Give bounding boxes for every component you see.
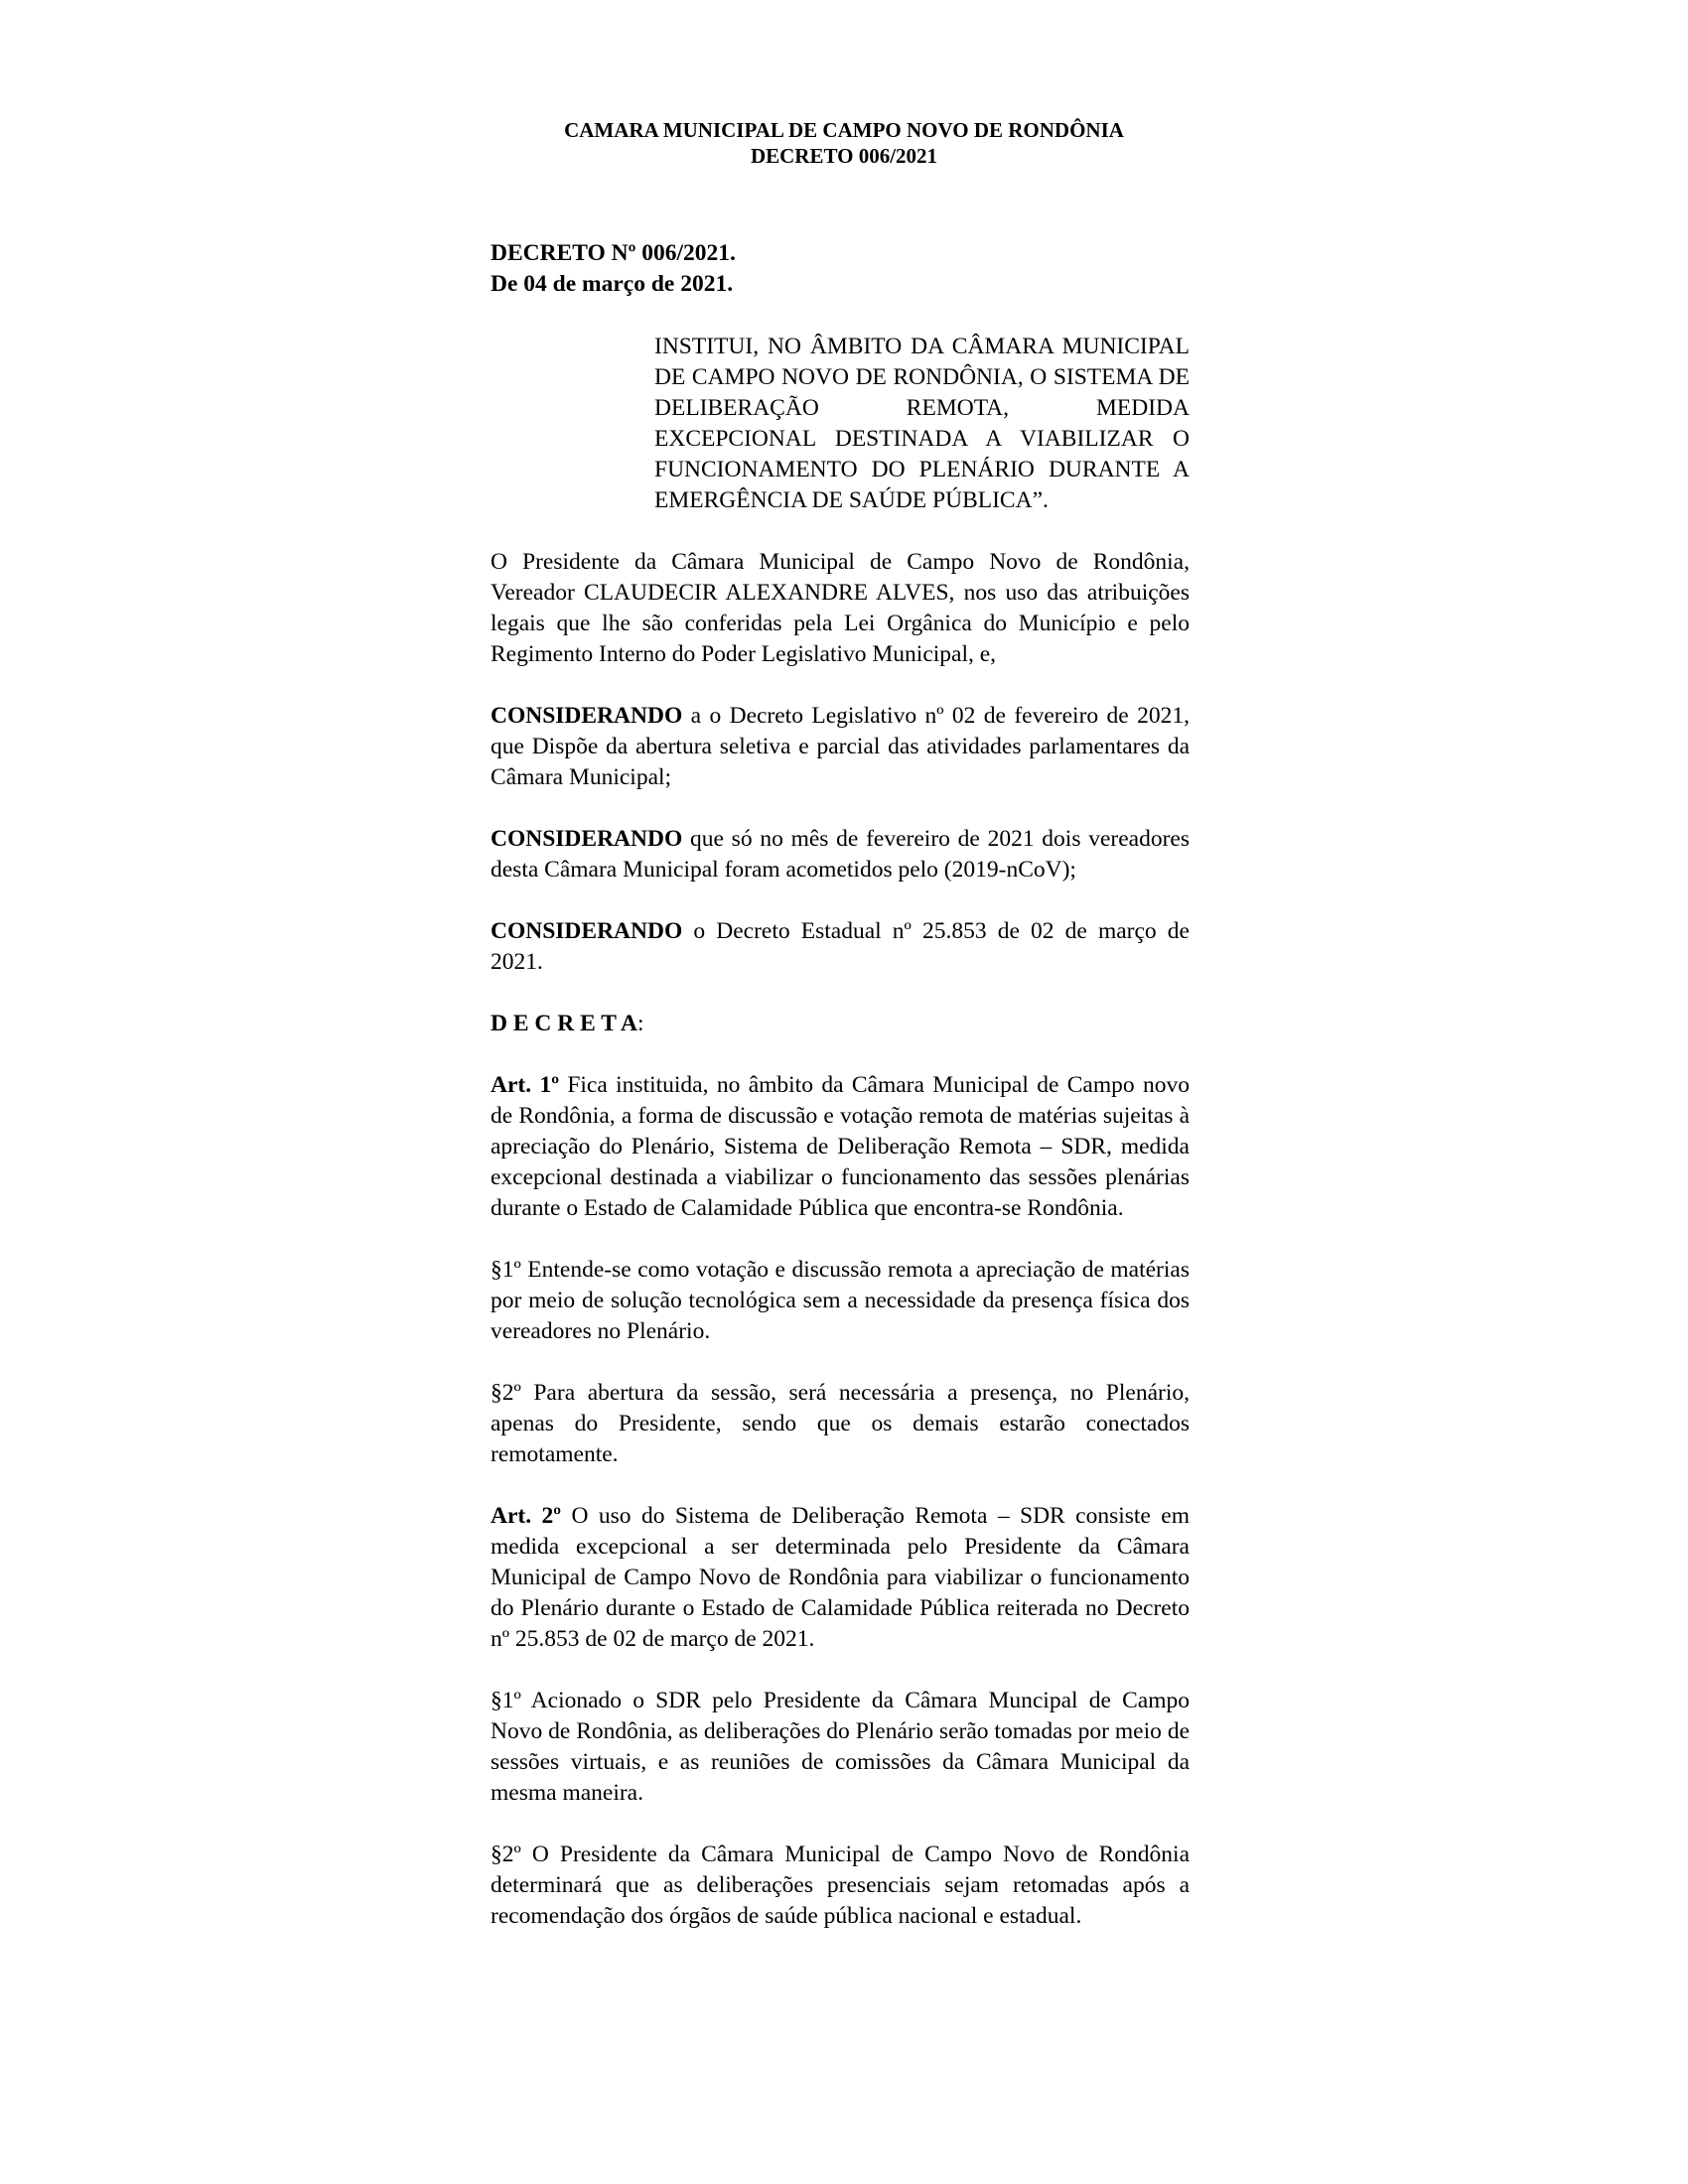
decree-title — [491, 238, 1190, 300]
article-2 — [491, 1501, 1190, 1655]
considerando-text: que só no mês de fevereiro de 2021 dois vereadores desta Câmara Municipal foram acometidos pelo (2019-nCoV); — [491, 826, 1190, 883]
considerando-3 — [491, 916, 1190, 978]
considerando-lead: CONSIDERANDO — [491, 703, 683, 729]
article-lead: Art. 2º — [491, 1503, 562, 1529]
considerando-2 — [491, 824, 1190, 886]
decree-ementa: INSTITUI, NO ÂMBITO DA CÂMARA MUNICIPAL DE CAMPO NOVO DE RONDÔNIA, O SISTEMA DE DELIBERAÇÃO REMOTA, MEDIDA EXCEPCIONAL DESTINADA A VIABILIZAR O FUNCIONAMENTO DO PLENÁRIO DURANTE A EMERGÊNCIA DE SAÚDE PÚBLICA”. — [654, 334, 1190, 513]
article-1-paragraph-1: §1º Entende-se como votação e discussão remota a apreciação de matérias por meio de solução tecnológica sem a necessidade da presença física dos vereadores no Plenário. — [491, 1257, 1190, 1344]
preamble: O Presidente da Câmara Municipal de Campo Novo de Rondônia, Vereador CLAUDECIR ALEXANDRE ALVES, nos uso das atribuições legais que lhe são conferidas pela Lei Orgânica do Município e pelo Regimento Interno do Poder Legislativo Municipal, e, — [491, 549, 1190, 667]
header-institution: CAMARA MUNICIPAL DE CAMPO NOVO DE RONDÔNIA — [564, 118, 1124, 142]
decreta-word: D E C R E T A — [491, 1011, 638, 1036]
considerando-text: o Decreto Estadual nº 25.853 de 02 de março de 2021. — [491, 918, 1190, 975]
considerando-1 — [491, 701, 1190, 793]
considerando-text: a o Decreto Legislativo nº 02 de fevereiro de 2021, que Dispõe da abertura seletiva e parcial das atividades parlamentares da Câmara Municipal; — [491, 703, 1190, 790]
article-2-paragraph-2: §2º O Presidente da Câmara Municipal de Campo Novo de Rondônia determinará que as deliberações presenciais sejam retomadas após a recomendação dos órgãos de saúde pública nacional e estadual. — [491, 1842, 1190, 1929]
article-text: Fica instituida, no âmbito da Câmara Municipal de Campo novo de Rondônia, a forma de discussão e votação remota de matérias sujeitas à apreciação do Plenário, Sistema de Deliberação Remota – SDR, medida excepcional destinada a viabilizar o funcionamento das sessões plenárias durante o Estado de Calamidade Pública que encontra-se Rondônia. — [491, 1072, 1191, 1221]
considerando-lead: CONSIDERANDO — [491, 826, 683, 852]
document-body — [491, 238, 1190, 1932]
article-1-paragraph-2: §2º Para abertura da sessão, será necessária a presença, no Plenário, apenas do Presidente, sendo que os demais estarão conectados remotamente. — [491, 1380, 1190, 1467]
document-header — [0, 117, 1688, 169]
decree-date: De 04 de março de 2021. — [491, 271, 734, 297]
decree-number: DECRETO Nº 006/2021. — [491, 240, 736, 266]
considerando-lead: CONSIDERANDO — [491, 918, 683, 944]
header-decree-id: DECRETO 006/2021 — [750, 144, 938, 168]
decreta-heading — [491, 1009, 1190, 1039]
decreta-colon: : — [637, 1011, 644, 1036]
article-2-paragraph-1: §1º Acionado o SDR pelo Presidente da Câmara Muncipal de Campo Novo de Rondônia, as deliberações do Plenário serão tomadas por meio de sessões virtuais, e as reuniões de comissões da Câmara Municipal da mesma maneira. — [491, 1688, 1190, 1806]
article-lead: Art. 1º — [491, 1072, 559, 1098]
article-1 — [491, 1070, 1190, 1224]
article-text: O uso do Sistema de Deliberação Remota – SDR consiste em medida excepcional a ser determinada pelo Presidente da Câmara Municipal de Campo Novo de Rondônia para viabilizar o funcionamento do Plenário durante o Estado de Calamidade Pública reiterada no Decreto nº 25.853 de 02 de março de 2021. — [491, 1503, 1190, 1652]
